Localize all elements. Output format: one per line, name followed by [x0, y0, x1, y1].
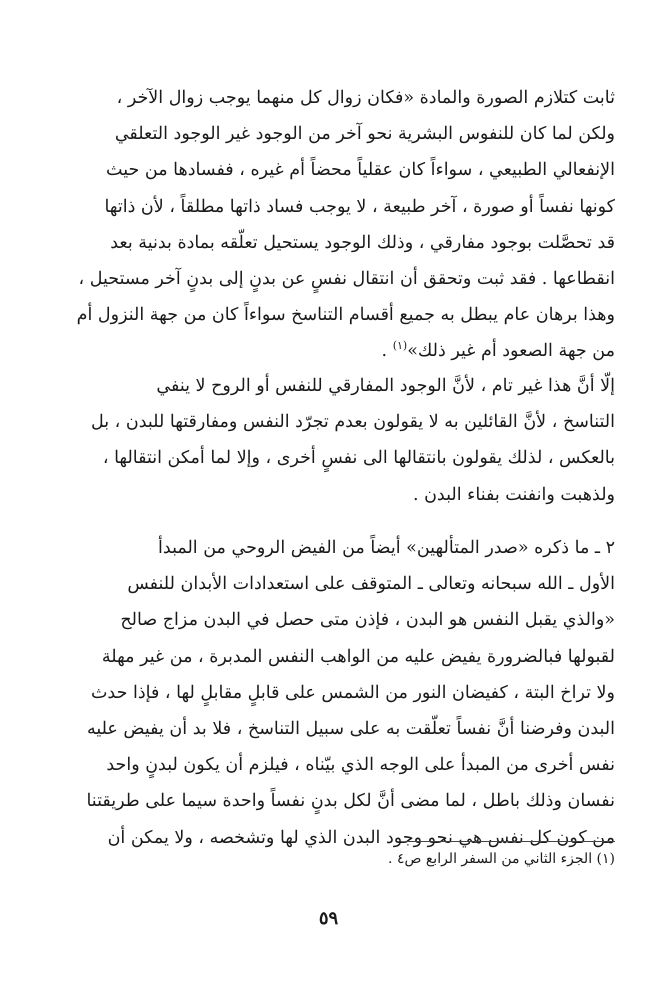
footnote: (١) الجزء الثاني من السفر الرابع ص٤ .	[388, 851, 615, 867]
text-line: قد تحصَّلت بوجود مفارقي ، وذلك الوجود يستحيل تعلّقه بمادة بدنية بعد	[110, 232, 615, 253]
text-line: ولا تراخ البتة ، كفيضان النور من الشمس على قابلٍ مقابلٍ لها ، فإذا حدث	[90, 682, 615, 703]
footnote-marker[interactable]: (١)	[392, 339, 408, 353]
text-line: الإنفعالي الطبيعي ، سواءاً كان عقلياً محضاً أم غيره ، ففسادها من حيث	[106, 160, 615, 181]
text-line: نفسان وذلك باطل ، لما مضى أنَّ لكل بدنٍ نفساً واحدة سيما على طريقتنا	[86, 791, 615, 812]
page-number: ٥٩	[318, 908, 339, 929]
text-line: إلّا أنَّ هذا غير تام ، لأنَّ الوجود المفارقي للنفس أو الروح لا ينفي	[156, 376, 615, 396]
text-line-content: من جهة الصعود أم غير ذلك»	[407, 341, 615, 362]
text-line: بالعكس ، لذلك يقولون بانتقالها الى نفسٍ أخرى ، وإلا لما أمكن انتقالها ،	[102, 448, 615, 469]
footnote-divider	[405, 841, 615, 842]
text-line: البدن وفرضنا أنَّ نفساً تعلّقت به على سبيل التناسخ ، فلا بد أن يفيض عليه	[86, 718, 615, 739]
text-line: الأول ـ الله سبحانه وتعالى ـ المتوقف على استعدادات الأبدان للنفس	[127, 574, 615, 595]
text-line: ٢ ـ ما ذكره «صدر المتألهين» أيضاً من الفيض الروحي من المبدأ	[158, 538, 615, 558]
paragraph-1	[43, 80, 615, 370]
paragraph-2	[43, 368, 615, 513]
text-line-tail: .	[381, 341, 393, 362]
text-line: وهذا برهان عام يبطل به جميع أقسام التناسخ سواءاً كان من جهة النزول أم	[76, 305, 615, 326]
text-line: كونها نفساً أو صورة ، آخر طبيعة ، لا يوجب فساد ذاتها مطلقاً ، لأن ذاتها	[104, 196, 615, 217]
paragraph-3	[43, 530, 615, 856]
text-line: «والذي يقبل النفس هو البدن ، فإذن متى حصل في البدن مزاج صالح	[120, 610, 615, 631]
text-line-last	[43, 333, 615, 369]
text-line: ولذهبت وانفنت بفناء البدن .	[412, 484, 615, 505]
text-line: لقبولها فبالضرورة يفيض عليه من الواهب النفس المدبرة ، من غير مهلة	[101, 646, 615, 667]
text-line: ثابت كتلازم الصورة والمادة «فكان زوال كل منهما يوجب زوال الآخر ،	[116, 88, 615, 108]
text-line: نفس أخرى من المبدأ على الوجه الذي بيّناه ، فيلزم أن يكون لبدنٍ واحد	[106, 755, 615, 776]
text-line: من كون كل نفس هي نحو وجود البدن الذي لها وتشخصه ، ولا يمكن أن	[107, 827, 615, 848]
text-line: ولكن لما كان للنفوس البشرية نحو آخر من الوجود غير الوجود التعلقي	[114, 124, 615, 145]
text-line: التناسخ ، لأنَّ القائلين به لا يقولون بعدم تجرّد النفس ومفارقتها للبدن ، بل	[90, 412, 615, 433]
text-line: انقطاعها . فقد ثبت وتحقق أن انتقال نفسٍ عن بدنٍ إلى بدنٍ آخر مستحيل ،	[78, 268, 615, 289]
